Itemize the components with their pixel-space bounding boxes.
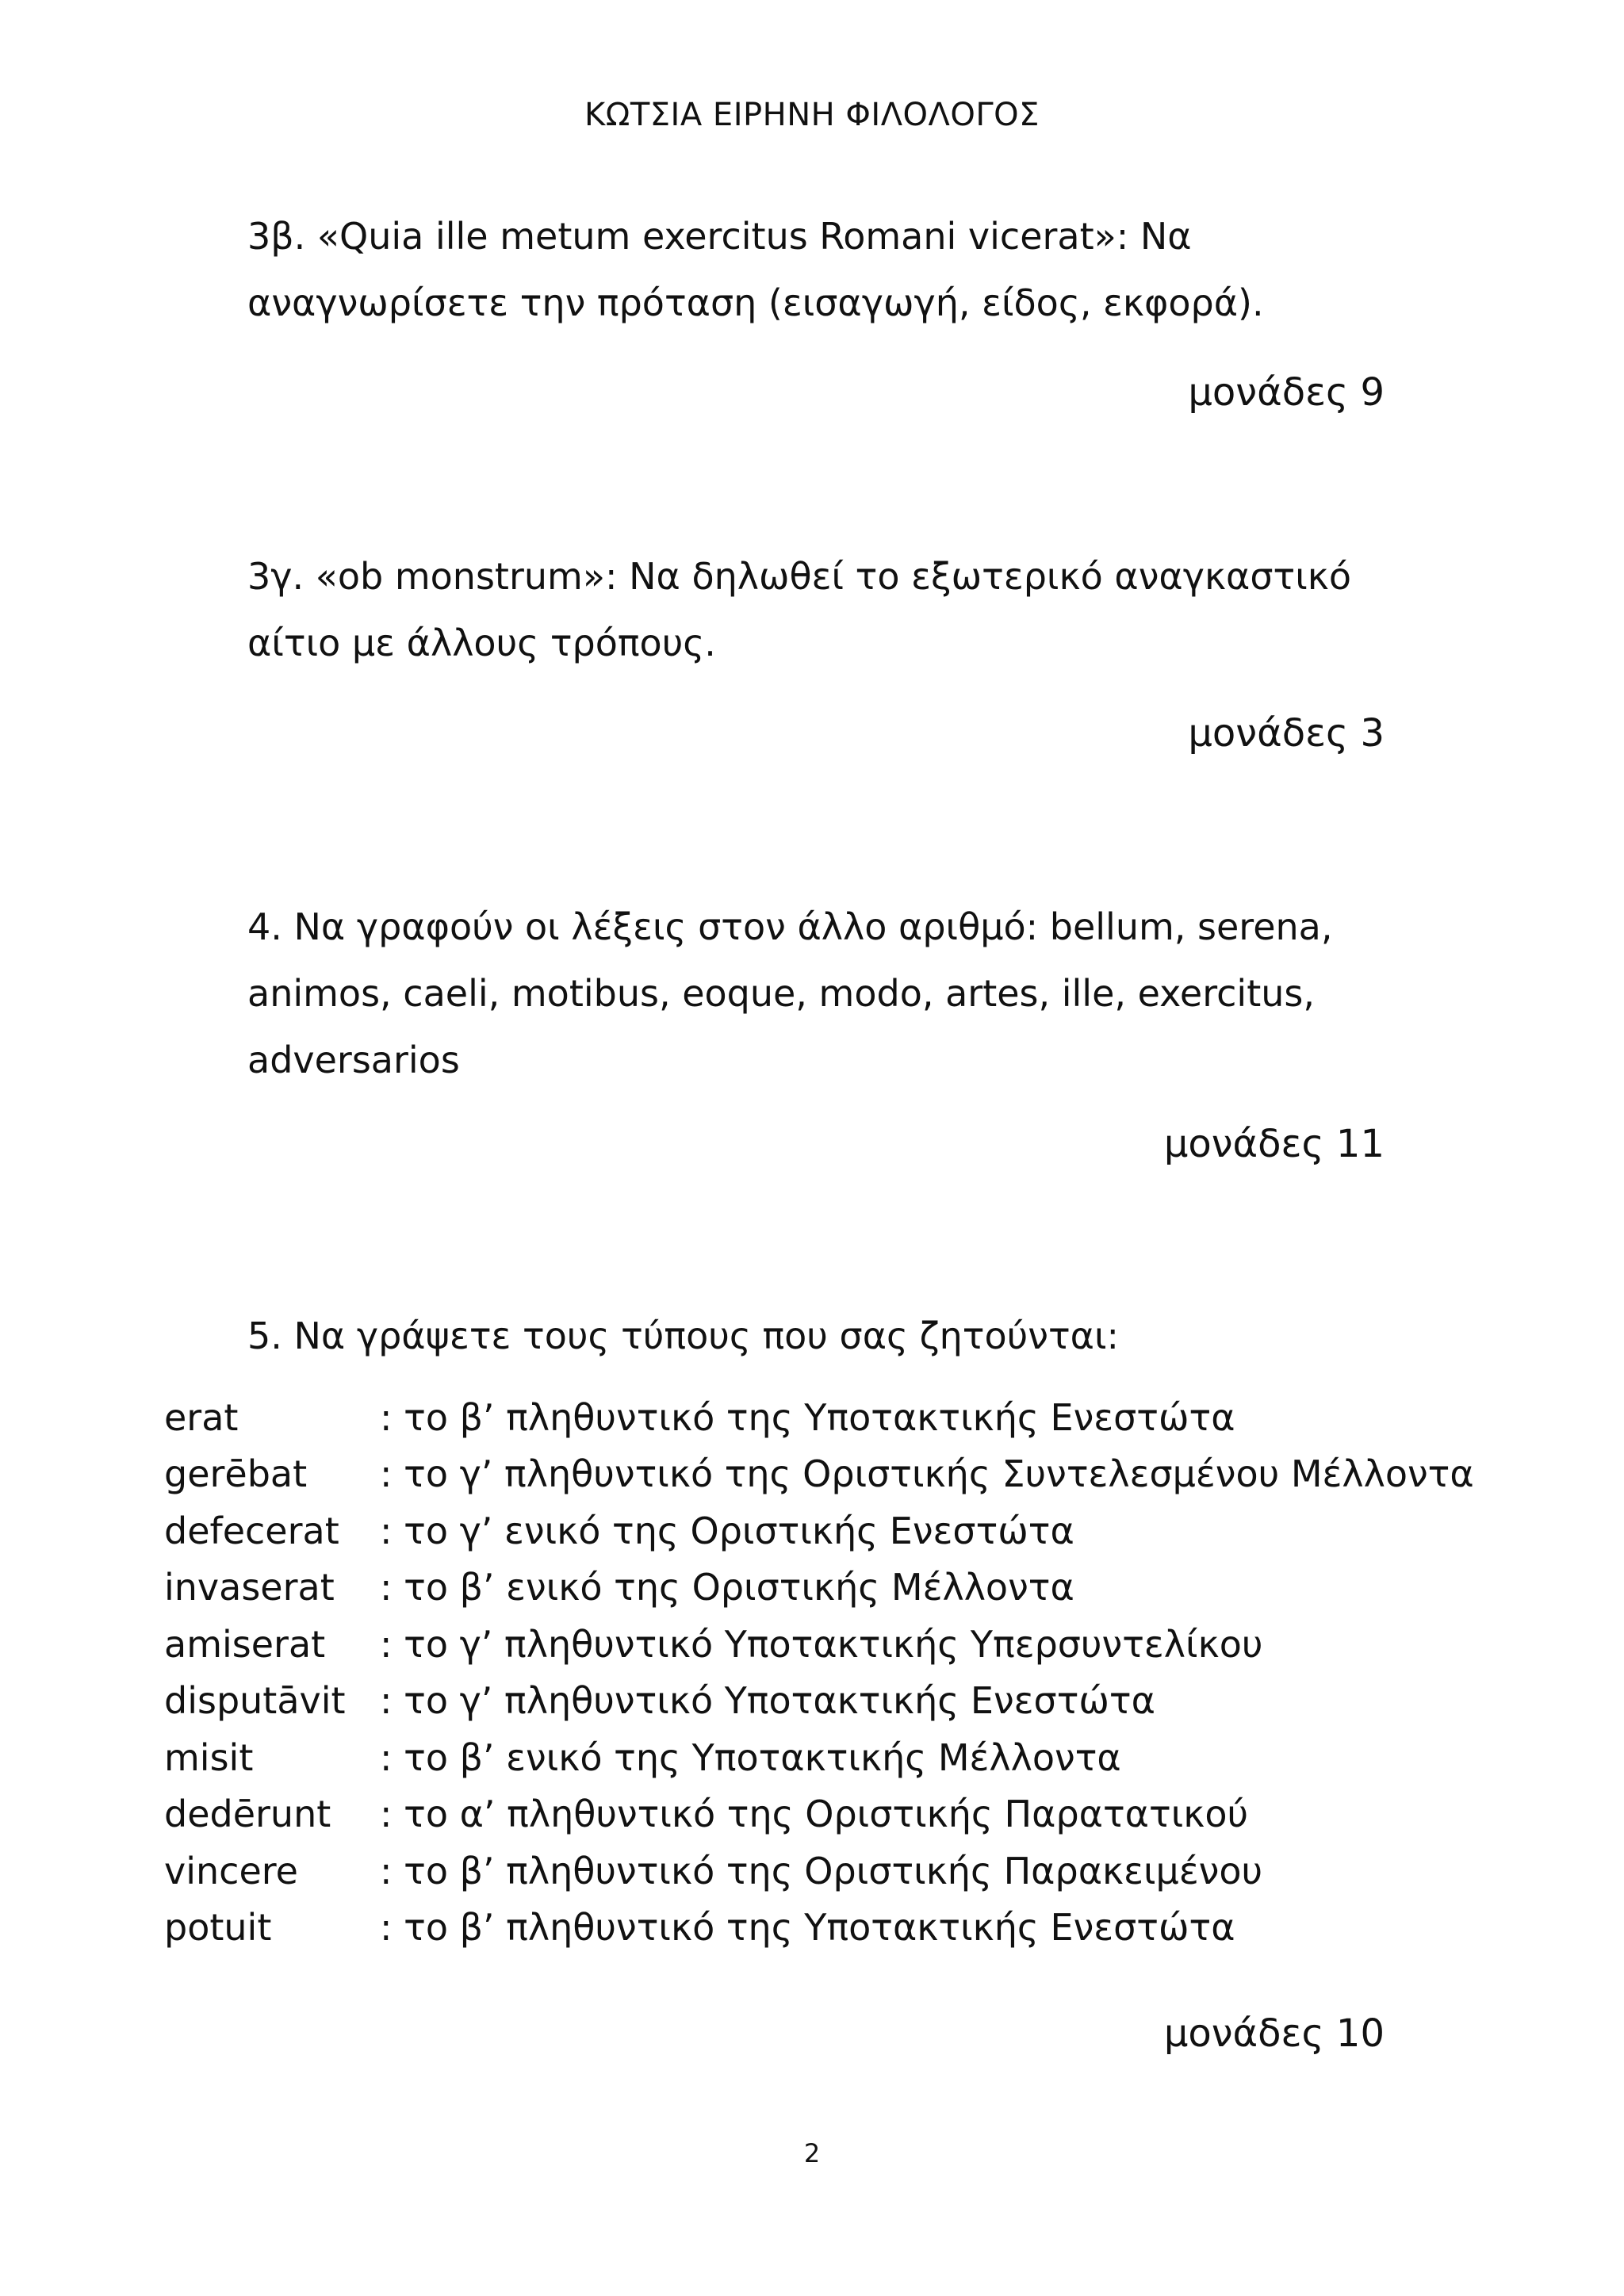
question-3b — [247, 203, 1397, 336]
latin-word: invaserat — [164, 1566, 335, 1609]
table-row — [164, 1502, 1474, 1559]
table-row — [164, 1559, 1474, 1617]
question-3c-line-1: 3γ. «ob monstrum»: Να δηλωθεί το εξωτερικό αναγκαστικό — [247, 555, 1352, 598]
latin-word: gerēbat — [164, 1452, 308, 1496]
question-3c-line-2: αίτιο με άλλους τρόπους. — [247, 622, 716, 664]
question-3c — [247, 543, 1397, 676]
question-4-line-2: animos, caeli, motibus, eoque, modo, artes, ille, exercitus, — [247, 972, 1315, 1015]
question-4 — [247, 894, 1397, 1093]
latin-word: disputāvit — [164, 1679, 346, 1723]
table-row — [164, 1900, 1474, 1957]
page-header: ΚΩΤΣΙΑ ΕΙΡΗΝΗ ΦΙΛΟΛΟΓΟΣ — [584, 97, 1040, 133]
form-instruction: : το γ’ πληθυντικό Υποτακτικής Υπερσυντελίκου — [380, 1622, 1263, 1666]
question-4-line-1: 4. Να γραφούν οι λέξεις στον άλλο αριθμό: bellum, serena, — [247, 905, 1333, 948]
question-3b-line-1: 3β. «Quia ille metum exercitus Romani vicerat»: Να — [247, 215, 1192, 258]
table-row — [164, 1729, 1474, 1786]
latin-word: dedērunt — [164, 1793, 331, 1836]
form-instruction: : το β’ πληθυντικό της Υποτακτικής Ενεστώτα — [380, 1395, 1235, 1439]
question-3b-line-2: αναγνωρίσετε την πρόταση (εισαγωγή, είδος, εκφορά). — [247, 281, 1264, 324]
latin-word: defecerat — [164, 1509, 339, 1552]
table-row — [164, 1673, 1474, 1730]
latin-word: misit — [164, 1735, 254, 1779]
table-row — [164, 1786, 1474, 1843]
question-3b-marks: μονάδες 9 — [1188, 370, 1385, 415]
page-number: 2 — [803, 2138, 821, 2168]
question-4-marks: μονάδες 11 — [1163, 1122, 1385, 1166]
latin-word: amiserat — [164, 1622, 326, 1666]
form-instruction: : το γ’ ενικό της Οριστικής Ενεστώτα — [380, 1509, 1074, 1552]
latin-word: erat — [164, 1395, 239, 1439]
latin-word: vincere — [164, 1849, 298, 1892]
question-4-line-3: adversarios — [247, 1039, 460, 1081]
table-row — [164, 1616, 1474, 1673]
question-5-marks: μονάδες 10 — [1163, 2011, 1385, 2056]
question-5 — [247, 1303, 1397, 1369]
form-instruction: : το β’ πληθυντικό της Υποτακτικής Ενεστώτα — [380, 1906, 1235, 1950]
table-row — [164, 1843, 1474, 1900]
table-row — [164, 1446, 1474, 1503]
latin-word: potuit — [164, 1906, 272, 1950]
form-instruction: : το β’ ενικό της Υποτακτικής Μέλλοντα — [380, 1735, 1121, 1779]
form-instruction: : το γ’ πληθυντικό της Οριστικής Συντελεσμένου Μέλλοντα — [380, 1452, 1474, 1496]
question-5-line-1: 5. Να γράψετε τους τύπους που σας ζητούνται: — [247, 1314, 1120, 1357]
form-instruction: : το α’ πληθυντικό της Οριστικής Παρατατικού — [380, 1793, 1249, 1836]
question-3c-marks: μονάδες 3 — [1188, 711, 1385, 756]
form-instruction: : το β’ ενικό της Οριστικής Μέλλοντα — [380, 1566, 1074, 1609]
table-row — [164, 1389, 1474, 1446]
form-instruction: : το β’ πληθυντικό της Οριστικής Παρακειμένου — [380, 1849, 1263, 1892]
forms-table — [164, 1389, 1474, 1956]
form-instruction: : το γ’ πληθυντικό Υποτακτικής Ενεστώτα — [380, 1679, 1155, 1723]
